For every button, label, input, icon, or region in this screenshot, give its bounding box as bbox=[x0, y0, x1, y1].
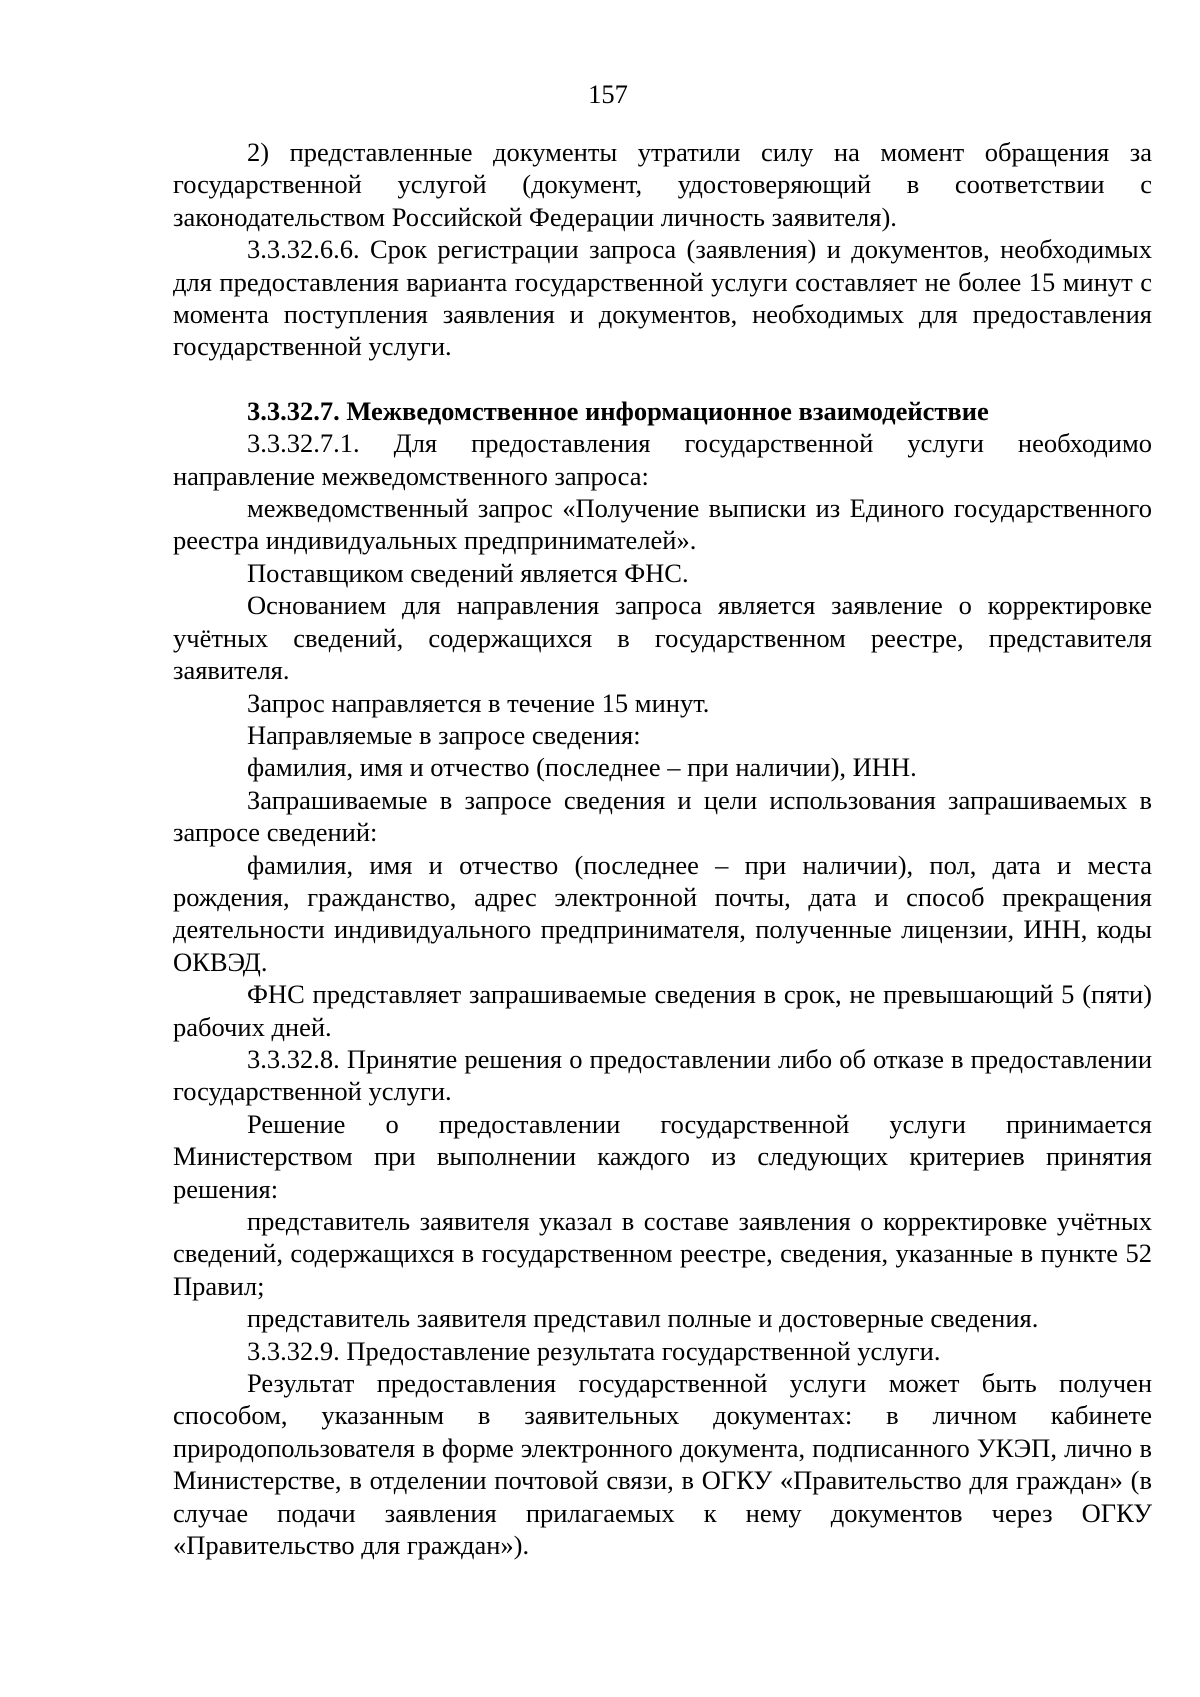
paragraph-request-basis: Основанием для направления запроса является заявление о корректировке учётных сведений, содержащихся в государственном реестре, представителя заявителя. bbox=[173, 590, 1152, 686]
paragraph-sent-data: фамилия, имя и отчество (последнее – при наличии), ИНН. bbox=[247, 752, 917, 783]
paragraph-result-section: 3.3.32.9. Предоставление результата государственной услуги. bbox=[247, 1335, 941, 1366]
paragraph-request-timing: Запрос направляется в течение 15 минут. bbox=[247, 687, 710, 718]
paragraph-requested-data: фамилия, имя и отчество (последнее – при наличии), пол, дата и места рождения, гражданство, адрес электронной почты, дата и способ прекращения деятельности индивидуального предпринимателя, полученные лицензии, ИНН, коды ОКВЭД. bbox=[173, 849, 1152, 977]
paragraph-request-egrip: межведомственный запрос «Получение выписки из Единого государственного реестра индивидуальных предпринимателей». bbox=[173, 493, 1152, 556]
paragraph-registration-deadline: 3.3.32.6.6. Срок регистрации запроса (заявления) и документов, необходимых для предоставления варианта государственной услуги составляет не более 15 минут с момента поступления заявления и документов, необходимых для предоставления государственной услуги. bbox=[173, 234, 1152, 362]
paragraph-decision-section: 3.3.32.8. Принятие решения о предоставлении либо об отказе в предоставлении государственной услуги. bbox=[173, 1043, 1152, 1107]
page-number: 157 bbox=[588, 79, 628, 109]
paragraph-interagency-request: 3.3.32.7.1. Для предоставления государственной услуги необходимо направление межведомственного запроса: bbox=[173, 428, 1152, 491]
paragraph-criterion-1: представитель заявителя указал в составе заявления о корректировке учётных сведений, содержащихся в государственном реестре, сведения, указанные в пункте 52 Правил; bbox=[173, 1206, 1152, 1301]
paragraph-sent-data-label: Направляемые в запросе сведения: bbox=[247, 719, 641, 750]
paragraph-fns-response-time: ФНС представляет запрашиваемые сведения в срок, не превышающий 5 (пяти) рабочих дней. bbox=[173, 979, 1152, 1042]
paragraph-criterion-2: представитель заявителя представил полные и достоверные сведения. bbox=[247, 1303, 1039, 1334]
paragraph-requested-data-label: Запрашиваемые в запросе сведения и цели использования запрашиваемых в запросе сведений: bbox=[173, 784, 1152, 848]
paragraph-data-provider: Поставщиком сведений является ФНС. bbox=[247, 557, 689, 588]
document-body bbox=[173, 136, 1152, 1561]
paragraph-invalid-documents: 2) представленные документы утратили силу на момент обращения за государственной услугой (документ, удостоверяющий в соответствии с законодательством Российской Федерации личность заявителя). bbox=[173, 137, 1152, 232]
section-heading-interagency: 3.3.32.7. Межведомственное информационное взаимодействие bbox=[247, 395, 989, 426]
paragraph-result-methods: Результат предоставления государственной услуги может быть получен способом, указанным в заявительных документах: в личном кабинете природопользователя в форме электронного документа, подписанного УКЭП, лично в Министерстве, в отделении почтовой связи, в ОГКУ «Правительство для граждан» (в случае подачи заявления прилагаемых к нему документов через ОГКУ «Правительство для граждан»). bbox=[173, 1368, 1152, 1561]
paragraph-decision-criteria: Решение о предоставлении государственной услуги принимается Министерством при выполнении каждого из следующих критериев принятия решения: bbox=[173, 1108, 1152, 1204]
